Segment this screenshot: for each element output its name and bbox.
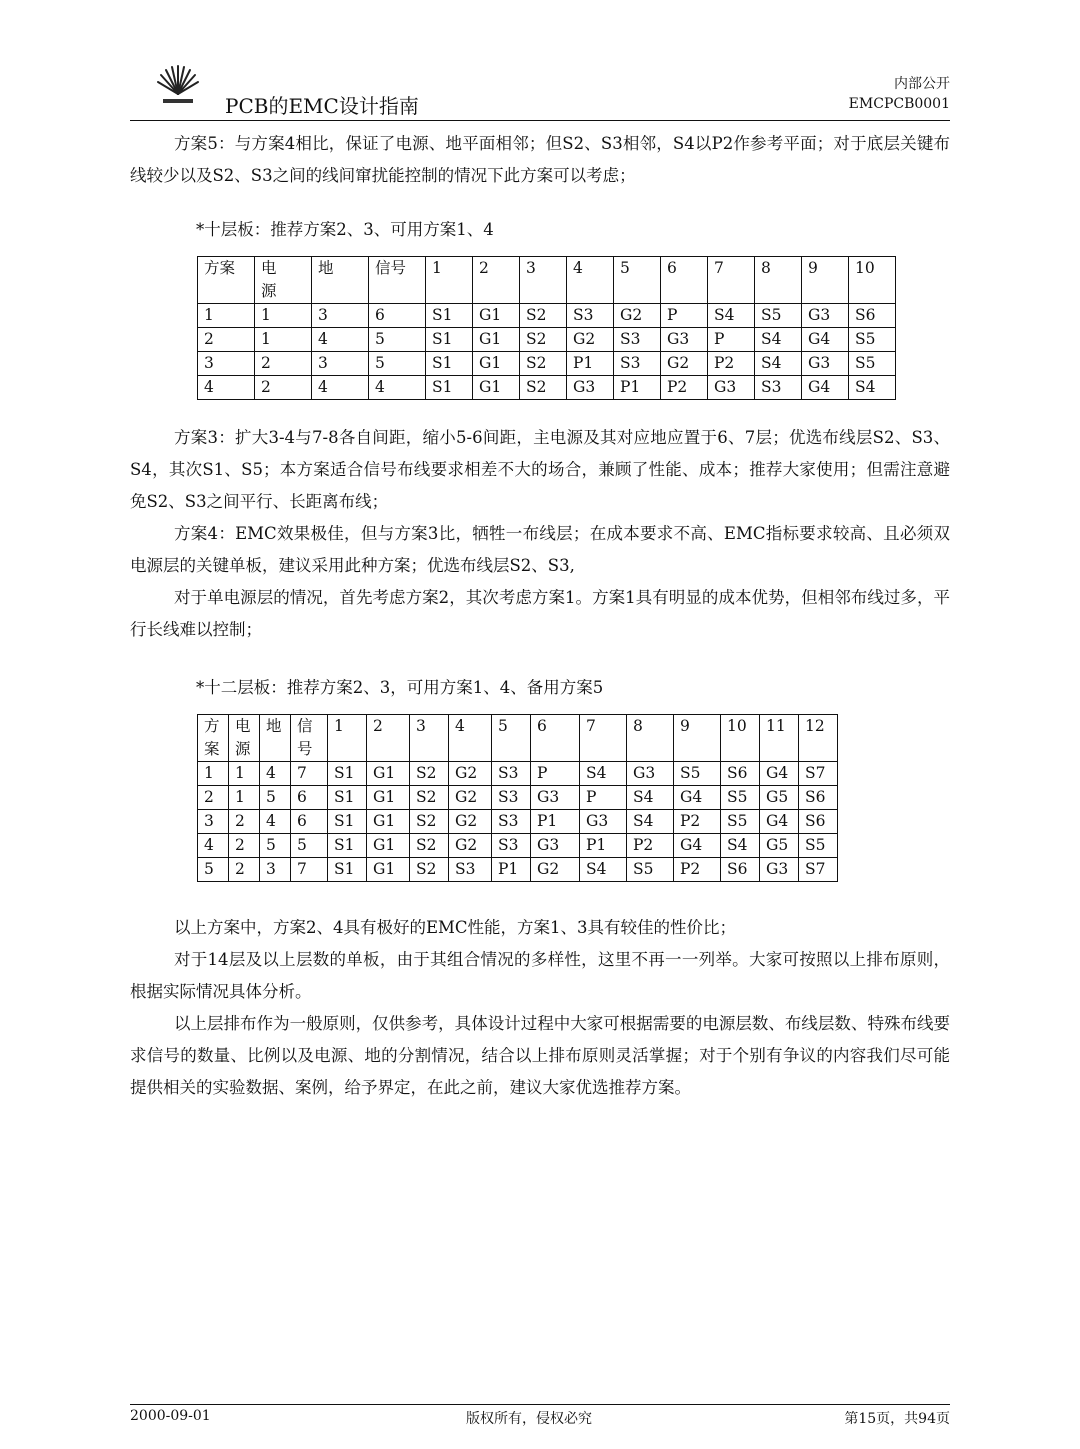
table-cell: P: [661, 304, 708, 328]
table-cell: 5: [260, 834, 291, 858]
table-cell: P2: [708, 352, 755, 376]
table-cell: G4: [674, 834, 721, 858]
table-cell: 7: [291, 762, 328, 786]
table-cell: P: [580, 786, 627, 810]
table-cell: 3: [198, 810, 229, 834]
table-cell: 3: [312, 304, 369, 328]
header-meta: [849, 74, 950, 114]
header-cell: 地: [312, 257, 369, 304]
table-cell: 1: [255, 304, 312, 328]
table-cell: 1: [198, 304, 255, 328]
table-cell: 7: [291, 858, 328, 882]
table-cell: 3: [198, 352, 255, 376]
table-cell: S1: [426, 352, 473, 376]
table-cell: S2: [520, 328, 567, 352]
header-cell: 地: [260, 715, 291, 762]
table-cell: G1: [367, 858, 410, 882]
header-cell: 1: [328, 715, 367, 762]
table-cell: 2: [229, 810, 260, 834]
table-row: [198, 304, 896, 328]
table-cell: S2: [520, 376, 567, 400]
page-header: [130, 60, 950, 120]
paragraph-general-principle: 以上层排布作为一般原则，仅供参考，具体设计过程中大家可根据需要的电源层数、布线层数、特殊布线要求信号的数量、比例以及电源、地的分割情况，结合以上排布原则灵活掌握；对于个别有争议的内容我们尽可能提供相关的实验数据、案例，给予界定，在此之前，建议大家优选推荐方案。: [130, 1014, 950, 1097]
table-cell: 4: [260, 762, 291, 786]
header-cell: 3: [410, 715, 449, 762]
document-title: PCB的EMC设计指南: [225, 94, 419, 118]
table-cell: S1: [328, 858, 367, 882]
table-cell: S5: [721, 810, 760, 834]
table-cell: S4: [755, 352, 802, 376]
header-cell: 7: [580, 715, 627, 762]
table-cell: 4: [198, 376, 255, 400]
table-cell: G4: [760, 810, 799, 834]
table-cell: S1: [426, 376, 473, 400]
table-cell: 3: [260, 858, 291, 882]
table-cell: S2: [410, 810, 449, 834]
table-cell: G1: [473, 376, 520, 400]
table-cell: G3: [802, 352, 849, 376]
table-cell: 4: [260, 810, 291, 834]
header-cell: 1: [426, 257, 473, 304]
table-cell: G2: [449, 762, 492, 786]
header-cell: 10: [721, 715, 760, 762]
header-cell: 3: [520, 257, 567, 304]
table-cell: 4: [312, 328, 369, 352]
footer-copyright: 版权所有，侵权必究: [466, 1411, 592, 1427]
table-cell: P: [531, 762, 580, 786]
header-cell: 5: [614, 257, 661, 304]
footer-date: 2000-09-01: [130, 1408, 211, 1424]
table-cell: 6: [291, 810, 328, 834]
table-cell: S4: [580, 762, 627, 786]
table-cell: 4: [198, 834, 229, 858]
table-cell: G2: [614, 304, 661, 328]
header-cell: 方案: [198, 257, 255, 304]
table-cell: P1: [567, 352, 614, 376]
header-cell: 信 号: [291, 715, 328, 762]
table-cell: G5: [760, 786, 799, 810]
table-cell: S6: [799, 786, 838, 810]
table-cell: S4: [849, 376, 896, 400]
table-cell: S6: [721, 858, 760, 882]
header-cell: 2: [367, 715, 410, 762]
table-row: [198, 786, 838, 810]
table-cell: S3: [449, 858, 492, 882]
table-cell: G1: [367, 834, 410, 858]
table-row: [198, 376, 896, 400]
table-cell: G3: [760, 858, 799, 882]
page-footer: [130, 1408, 950, 1432]
header-cell: 6: [661, 257, 708, 304]
table-cell: S6: [799, 810, 838, 834]
table-cell: S1: [426, 304, 473, 328]
table-cell: S2: [520, 304, 567, 328]
table-cell: G2: [567, 328, 614, 352]
paragraph-summary: 以上方案中，方案2、4具有极好的EMC性能，方案1、3具有较佳的性价比；: [174, 918, 737, 937]
table-cell: G3: [802, 304, 849, 328]
table-cell: G3: [708, 376, 755, 400]
table-cell: 6: [369, 304, 426, 328]
company-logo-icon: [155, 62, 201, 108]
table-cell: G1: [473, 304, 520, 328]
table-cell: S7: [799, 858, 838, 882]
table-cell: S3: [614, 328, 661, 352]
header-cell: 方 案: [198, 715, 229, 762]
table-cell: 4: [369, 376, 426, 400]
table-cell: 2: [198, 786, 229, 810]
header-cell: 5: [492, 715, 531, 762]
table-cell: 5: [291, 834, 328, 858]
table-cell: 5: [369, 352, 426, 376]
table-cell: S4: [708, 304, 755, 328]
table-cell: S5: [627, 858, 674, 882]
table-cell: 4: [312, 376, 369, 400]
table-cell: P2: [674, 858, 721, 882]
table-cell: S2: [410, 762, 449, 786]
table-cell: S2: [410, 786, 449, 810]
table-cell: S5: [674, 762, 721, 786]
table-header-row: [198, 257, 896, 304]
table-cell: G4: [802, 376, 849, 400]
table-cell: S7: [799, 762, 838, 786]
header-cell: 11: [760, 715, 799, 762]
table-row: [198, 834, 838, 858]
table-cell: G3: [627, 762, 674, 786]
header-cell: 10: [849, 257, 896, 304]
table-cell: G1: [473, 352, 520, 376]
table-cell: G4: [674, 786, 721, 810]
table-cell: S4: [627, 810, 674, 834]
table-cell: S2: [410, 834, 449, 858]
table-cell: 1: [198, 762, 229, 786]
table-cell: S3: [567, 304, 614, 328]
header-cell: 电 源: [229, 715, 260, 762]
table-cell: P1: [580, 834, 627, 858]
table-cell: 2: [255, 376, 312, 400]
header-cell: 8: [755, 257, 802, 304]
twelve-layer-heading: *十二层板：推荐方案2、3，可用方案1、4、备用方案5: [196, 678, 604, 697]
table-cell: G1: [367, 810, 410, 834]
table-cell: G1: [367, 786, 410, 810]
table-cell: S5: [721, 786, 760, 810]
header-cell: 12: [799, 715, 838, 762]
table-cell: P1: [531, 810, 580, 834]
table-cell: S1: [328, 834, 367, 858]
table-cell: G4: [802, 328, 849, 352]
table-cell: S6: [721, 762, 760, 786]
table-cell: G5: [760, 834, 799, 858]
paragraph-14-layers: 对于14层及以上层数的单板，由于其组合情况的多样性，这里不再一一列举。大家可按照以上排布原则，根据实际情况具体分析。: [130, 950, 950, 1001]
table-cell: S3: [755, 376, 802, 400]
table-cell: G4: [760, 762, 799, 786]
header-cell: 2: [473, 257, 520, 304]
page-body: [130, 128, 950, 1104]
header-cell: 4: [449, 715, 492, 762]
table-row: [198, 858, 838, 882]
table-cell: S5: [849, 352, 896, 376]
footer-page-number: 第15页，共94页: [844, 1411, 950, 1427]
paragraph-plan3: 方案3：扩大3-4与7-8各自间距，缩小5-6间距，主电源及其对应地应置于6、7层；优选布线层S2、S3、S4，其次S1、S5；本方案适合信号布线要求相差不大的场合，兼顾了性能、成本；推荐大家使用；但需注意避免S2、S3之间平行、长距离布线；: [130, 428, 950, 511]
table-cell: S1: [328, 786, 367, 810]
header-cell: 6: [531, 715, 580, 762]
header-cell: 8: [627, 715, 674, 762]
header-cell: 电 源: [255, 257, 312, 304]
table-cell: S2: [520, 352, 567, 376]
table-cell: G2: [531, 858, 580, 882]
table-cell: S5: [755, 304, 802, 328]
table-cell: G3: [661, 328, 708, 352]
table-cell: P2: [674, 810, 721, 834]
table-cell: G1: [473, 328, 520, 352]
table-cell: S4: [755, 328, 802, 352]
twelve-layer-table: [197, 714, 838, 882]
table-row: [198, 762, 838, 786]
table-cell: S3: [492, 834, 531, 858]
table-cell: G2: [661, 352, 708, 376]
paragraph-plan4: 方案4：EMC效果极佳，但与方案3比，牺牲一布线层；在成本要求不高、EMC指标要求较高、且必须双电源层的关键单板，建议采用此种方案；优选布线层S2、S3,: [130, 524, 950, 575]
table-cell: G2: [449, 834, 492, 858]
table-cell: 1: [229, 762, 260, 786]
table-cell: P1: [614, 376, 661, 400]
header-cell: 9: [674, 715, 721, 762]
table-cell: S3: [614, 352, 661, 376]
table-cell: 2: [255, 352, 312, 376]
table-cell: 2: [198, 328, 255, 352]
table-cell: 3: [312, 352, 369, 376]
table-cell: 5: [198, 858, 229, 882]
footer-divider: [130, 1404, 950, 1405]
table-cell: G1: [367, 762, 410, 786]
table-cell: G2: [449, 786, 492, 810]
table-cell: S6: [849, 304, 896, 328]
table-cell: 2: [229, 858, 260, 882]
table-cell: S3: [492, 762, 531, 786]
table-cell: S3: [492, 786, 531, 810]
table-cell: S5: [799, 834, 838, 858]
table-cell: S4: [580, 858, 627, 882]
table-cell: G3: [567, 376, 614, 400]
table-cell: S5: [849, 328, 896, 352]
table-cell: 1: [255, 328, 312, 352]
table-row: [198, 810, 838, 834]
table-row: [198, 352, 896, 376]
table-cell: S1: [426, 328, 473, 352]
table-cell: G3: [531, 834, 580, 858]
header-cell: 9: [802, 257, 849, 304]
table-cell: 5: [369, 328, 426, 352]
ten-layer-table: [197, 256, 896, 400]
table-cell: 1: [229, 786, 260, 810]
header-cell: 7: [708, 257, 755, 304]
table-cell: P1: [492, 858, 531, 882]
table-cell: P2: [627, 834, 674, 858]
table-cell: 6: [291, 786, 328, 810]
table-cell: G3: [580, 810, 627, 834]
header-cell: 4: [567, 257, 614, 304]
table-cell: G2: [449, 810, 492, 834]
header-divider: [130, 120, 950, 121]
header-cell: 信号: [369, 257, 426, 304]
table-cell: S1: [328, 762, 367, 786]
table-cell: S3: [492, 810, 531, 834]
table-cell: P: [708, 328, 755, 352]
classification-label: 内部公开: [894, 76, 950, 92]
table-cell: S2: [410, 858, 449, 882]
table-cell: S4: [627, 786, 674, 810]
table-cell: 2: [229, 834, 260, 858]
ten-layer-heading: *十层板：推荐方案2、3、可用方案1、4: [196, 220, 494, 239]
table-cell: S1: [328, 810, 367, 834]
table-cell: P2: [661, 376, 708, 400]
paragraph-single-power: 对于单电源层的情况，首先考虑方案2，其次考虑方案1。方案1具有明显的成本优势，但相邻布线过多，平行长线难以控制；: [130, 588, 950, 639]
table-header-row: [198, 715, 838, 762]
table-cell: 5: [260, 786, 291, 810]
table-cell: S4: [721, 834, 760, 858]
table-cell: G3: [531, 786, 580, 810]
table-row: [198, 328, 896, 352]
paragraph-plan5: 方案5：与方案4相比，保证了电源、地平面相邻；但S2、S3相邻，S4以P2作参考平面；对于底层关键布线较少以及S2、S3之间的线间窜扰能控制的情况下此方案可以考虑；: [130, 134, 950, 185]
document-number: EMCPCB0001: [848, 96, 950, 112]
